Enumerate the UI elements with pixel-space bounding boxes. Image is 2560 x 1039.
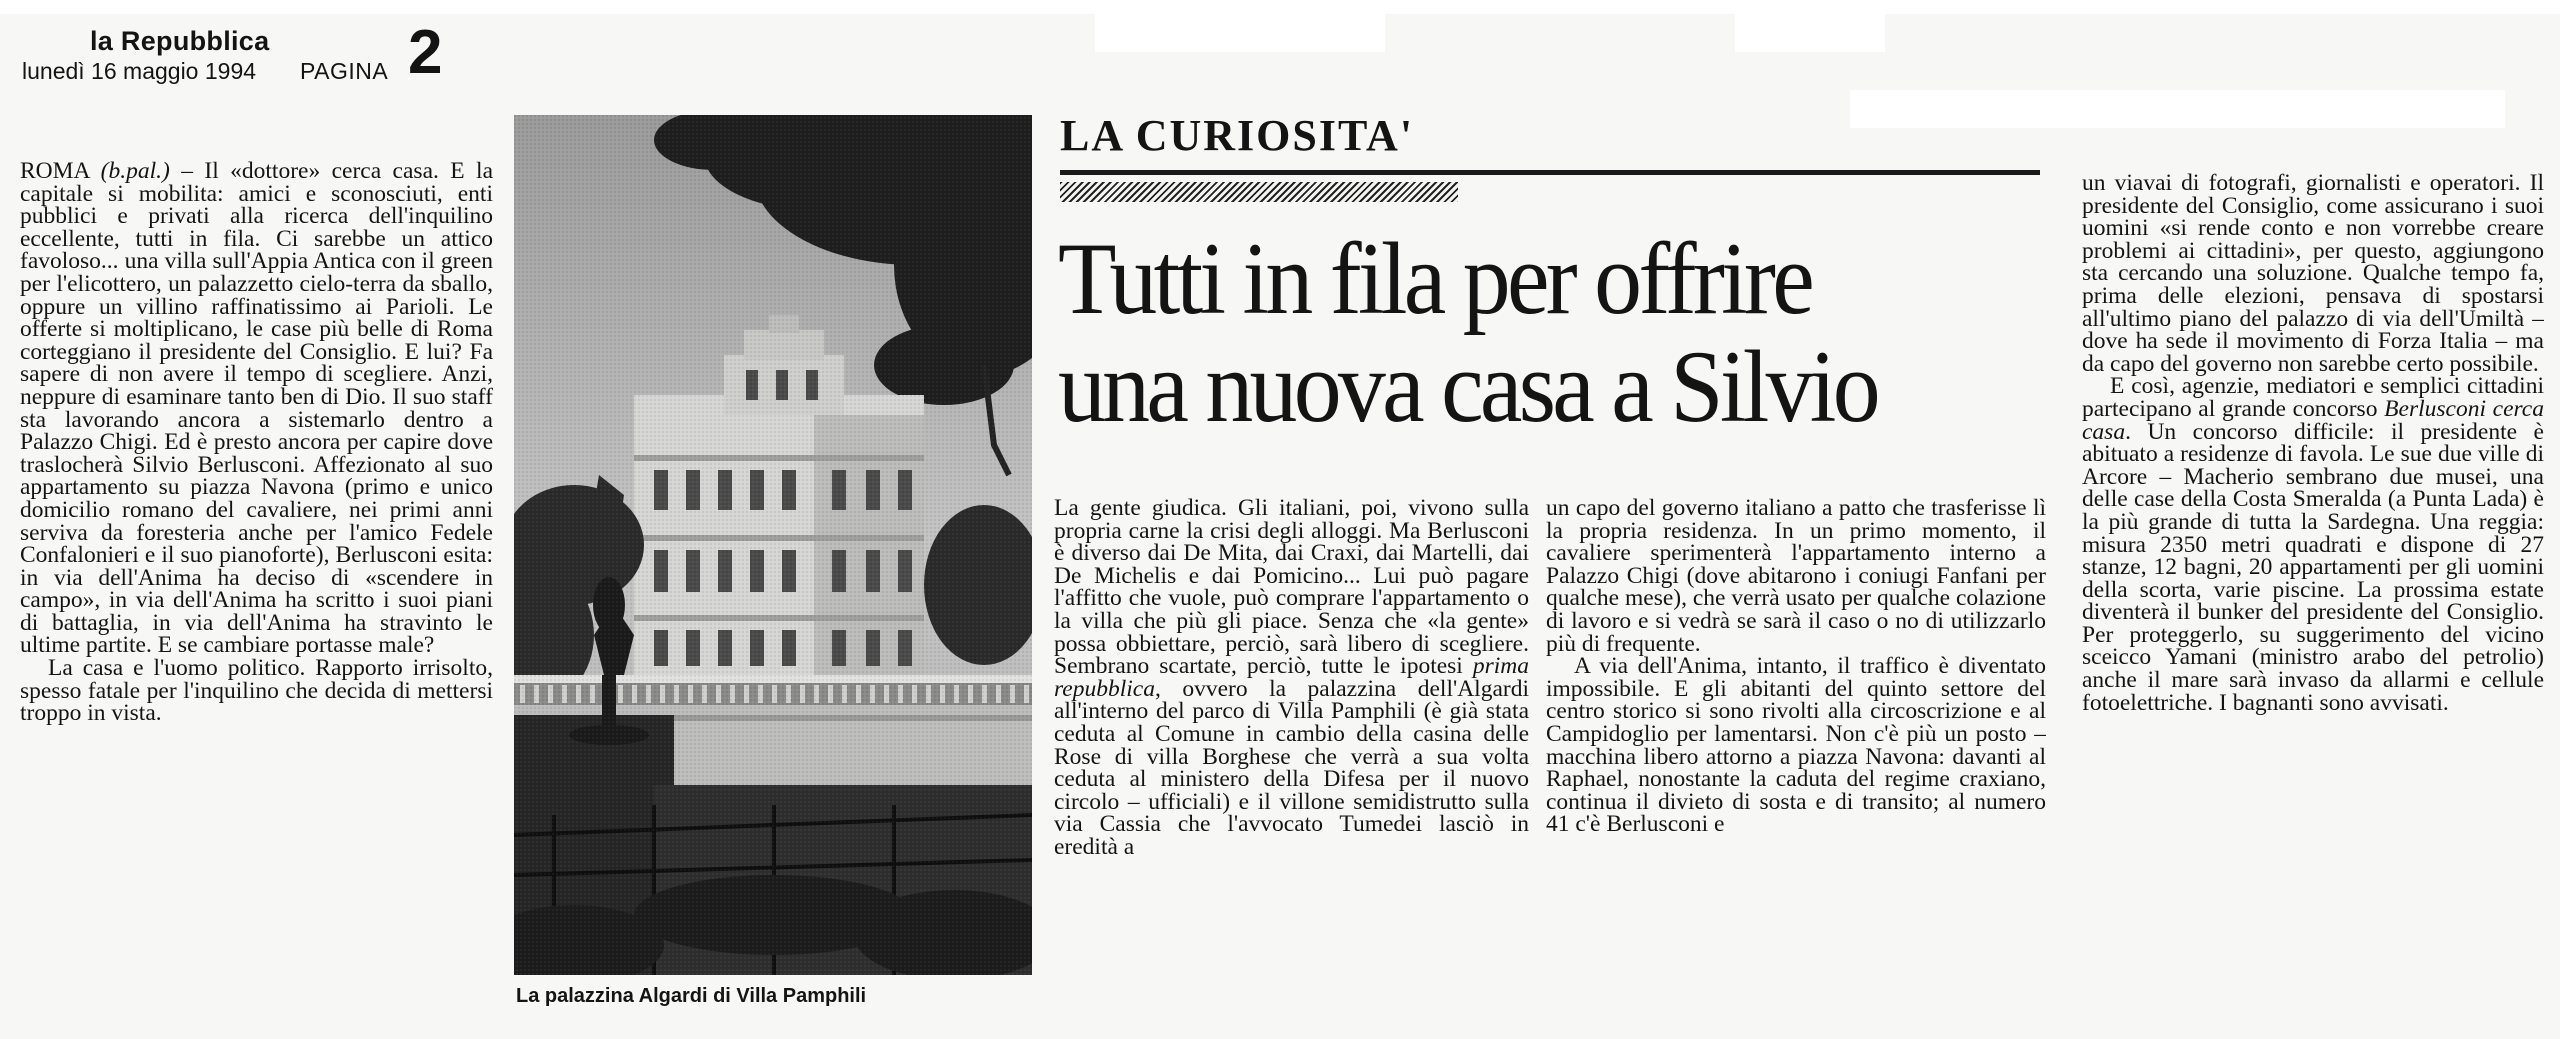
paragraph <box>1054 497 1529 859</box>
byline: (b.pal.) <box>100 160 170 184</box>
paragraph: A via dell'Anima, intanto, il traffico è diventato impossibile. E gli abitanti del quinto settore del centro storico si sono rivolti alla circoscrizione e al Campidoglio per lamentarsi. Non c'è più un posto – macchina libero attorno a piazza Navona: davanti al Raphael, nonostante la caduta del regime craxiano, continua il divieto di sosta e di transito; al numero 41 c'è Berlusconi e <box>1546 653 2046 838</box>
scan-blank-patch <box>1735 0 1885 52</box>
scan-blank-patch <box>1850 90 2505 128</box>
kicker-rule <box>1060 170 2040 175</box>
paragraph: La casa e l'uomo politico. Rapporto irrisolto, spesso fatale per l'inquilino che decida di mettersi troppo in vista. <box>20 655 493 727</box>
article-headline <box>1058 222 1979 444</box>
paragraph <box>20 160 493 657</box>
villa-photo-image <box>514 115 1032 975</box>
dateline: ROMA <box>20 160 90 184</box>
paragraph <box>2082 375 2544 714</box>
paragraph-text: , ovvero la palazzina dell'Algardi all'interno del parco di Villa Pamphili (è già stata ceduta al Comune in cambio della casina delle Rose di villa Borghese che verrà a sua volta ceduta al ministero della Difesa per il nuovo circolo – ufficiali) e il villone semidistrutto sulla via Cassia che l'avvocato Tumedei lasciò in eredità a <box>1054 675 1529 860</box>
villa-photo <box>514 115 1032 975</box>
kicker-hatch-bar <box>1060 182 1458 202</box>
paragraph-text: . Un concorso difficile: il presidente è abituato a residenze di favola. Le sue due ville di Arcore – Macherio sembrano due musei, una delle case della Costa Smeralda (a Punta Lada) è la più grande di tutta la Sardegna. Una reggia: misura 2350 metri quadrati e dispone di 27 stanze, 12 bagni, 20 appartamenti per gli uomini della scorta, varie piscine. La prossima estate diventerà il bunker del presidente del Consiglio. Per proteggerlo, su suggerimento del vicino sceicco Yamani (ministro arabo del petrolio) anche il mare sarà invaso da allarmi e cellule fotoelettriche. I bagnanti sono avvisati. <box>2082 418 2544 716</box>
page-number: 2 <box>408 18 443 87</box>
headline-line-2: una nuova casa a Silvio <box>1058 330 1877 444</box>
paragraph-text: La gente giudica. Gli italiani, poi, vivono sulla propria carne la crisi degli alloggi. Ma Berlusconi è diverso dai De Mita, dai Craxi, dai Martelli, dai De Michelis e dai Pomicino... Lui può pagare l'affitto che vuole, può comprare l'appartamento o la villa che più gli piace. Senza che «la gente» possa obbiettare, perciò, sarà libero di scegliere. Sembrano scartate, perciò, tutte le ipotesi <box>1054 497 1529 680</box>
paragraph: un viavai di fotografi, giornalisti e operatori. Il presidente del Consiglio, come assicurano i suoi uomini «si rende conto e non vorrebbe creare problemi ai cittadini», per questo, aggiungono sta cercando una soluzione. Qualche tempo fa, prima delle elezioni, pensava di spostarsi all'ultimo piano del palazzo di via dell'Umiltà – dove ha sede il movimento di Forza Italia – ma da capo del governo non sarebbe certo possibile. <box>2082 172 2544 377</box>
scan-blank-patch <box>1095 0 1385 52</box>
paragraph-text: E così, agenzie, mediatori e semplici cittadini partecipano al grande concorso <box>2082 373 2544 422</box>
photo-caption: La palazzina Algardi di Villa Pamphili <box>516 985 867 1007</box>
article-column-1 <box>20 160 493 1010</box>
page-label: PAGINA <box>300 58 389 84</box>
article-column-5 <box>2082 172 2544 1032</box>
issue-date: lunedì 16 maggio 1994 <box>22 58 257 84</box>
section-kicker: LA CURIOSITA' <box>1060 111 1415 160</box>
paragraph: un capo del governo italiano a patto che trasferisse lì la propria residenza. In un primo momento, il cavaliere sperimenterà l'appartamento interno a Palazzo Chigi (dove abitarono i coniugi Fanfani per qualche mese), che verrà usato per qualche colazione di lavoro e si vedrà se sarà il caso o no di utilizzarlo più di frequente. <box>1546 497 2046 657</box>
paragraph-text: – Il «dottore» cerca casa. E la capitale si mobilita: amici e sconosciuti, enti pubblici e privati alla ricerca dell'inquilino eccellente, tutti in fila. Ci sarebbe un attico favoloso... una villa sull'Appia Antica con il green per l'elicottero, un palazzetto cielo-terra da sballo, oppure un villino raffinatissimo ai Parioli. Le offerte si moltiplicano, le case più belle di Roma corteggiano il presidente del Consiglio. E lui? Fa sapere di non avere il tempo di scegliere. Anzi, neppure di esaminare tanto ben di Dio. Il suo staff sta lavorando ancora a sistemarlo dentro a Palazzo Chigi. Ed è presto ancora per capire dove traslocherà Silvio Berlusconi. Affezionato al suo appartamento su piazza Navona (primo e unico domicilio romano del cavaliere, nei primi anni serviva da foresteria anche per l'amico Fedele Confalonieri e il suo pianoforte), Berlusconi esita: in via dell'Anima ha deciso di «scendere in campo», in via dell'Anima ha scritto i suoi piani di battaglia, in via dell'Anima ha stravinto le ultime partite. E se cambiare portasse male? <box>20 160 493 659</box>
italic-phrase: Berlusconi cerca casa <box>2082 395 2544 445</box>
italic-phrase: prima repubblica <box>1054 653 1529 702</box>
headline-line-1: Tutti in fila per offrire <box>1058 222 1812 336</box>
newspaper-name: la Repubblica <box>90 26 270 56</box>
article-column-3 <box>1054 497 1529 1027</box>
article-column-4 <box>1546 497 2046 1027</box>
